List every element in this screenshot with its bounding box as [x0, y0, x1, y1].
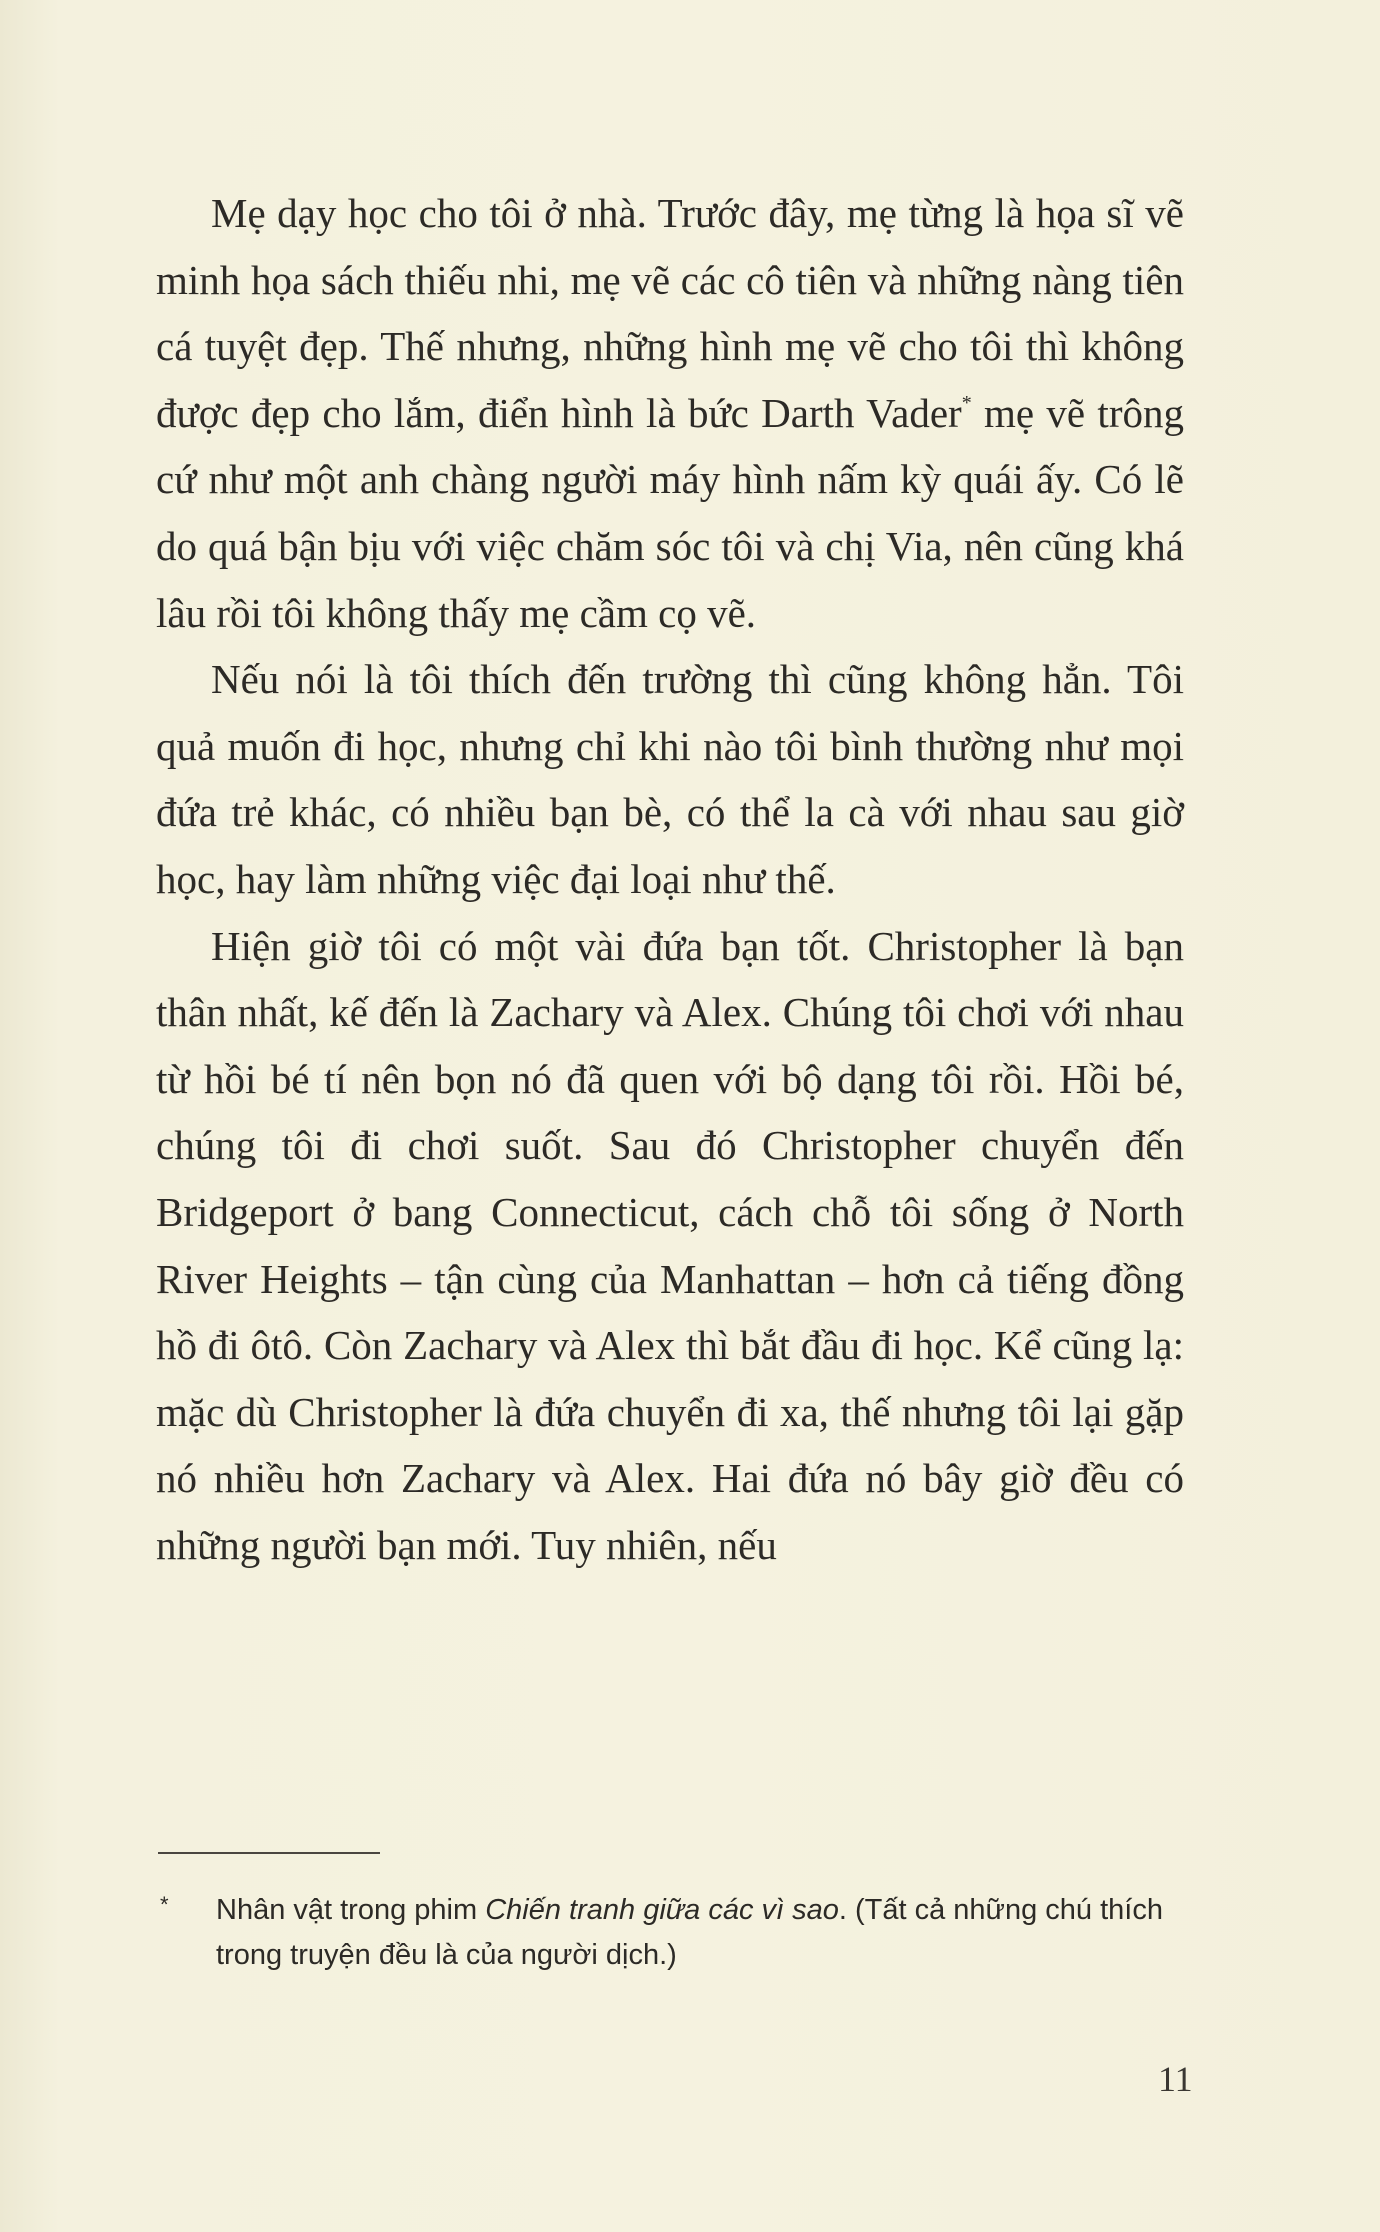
footnote-text-after: . (Tất cả những chú thích trong truyện đều là của người dịch.): [216, 1894, 1163, 1971]
paragraph-1: [156, 180, 1184, 646]
paragraph-1-text-after: mẹ vẽ trông cứ như một anh chàng người máy hình nấm kỳ quái ấy. Có lẽ do quá bận bịu với việc chăm sóc tôi và chị Via, nên cũng khá lâu rồi tôi không thấy mẹ cầm cọ vẽ.: [156, 389, 1184, 636]
footnote-divider: [158, 1852, 380, 1854]
footnote-mark: *: [160, 1892, 169, 1917]
footnote-text-before: Nhân vật trong phim: [216, 1894, 486, 1926]
body-text: [156, 180, 1184, 1578]
paragraph-3: Hiện giờ tôi có một vài đứa bạn tốt. Christopher là bạn thân nhất, kế đến là Zachary và Alex. Chúng tôi chơi với nhau từ hồi bé tí nên bọn nó đã quen với bộ dạng tôi rồi. Hồi bé, chúng tôi đi chơi suốt. Sau đó Christopher chuyển đến Bridgeport ở bang Connecticut, cách chỗ tôi sống ở North River Heights – tận cùng của Manhattan – hơn cả tiếng đồng hồ đi ôtô. Còn Zachary và Alex thì bắt đầu đi học. Kể cũng lạ: mặc dù Christopher là đứa chuyển đi xa, thế nhưng tôi lại gặp nó nhiều hơn Zachary và Alex. Hai đứa nó bây giờ đều có những người bạn mới. Tuy nhiên, nếu: [156, 922, 1184, 1568]
footnote-reference: *: [961, 391, 972, 414]
footnote: [216, 1888, 1196, 1978]
paragraph-1-text-before: Mẹ dạy học cho tôi ở nhà. Trước đây, mẹ từng là họa sĩ vẽ minh họa sách thiếu nhi, mẹ vẽ các cô tiên và những nàng tiên cá tuyệt đẹp. Thế nhưng, những hình mẹ vẽ cho tôi thì không được đẹp cho lắm, điển hình là bức Darth Vader: [156, 190, 1184, 436]
footnote-film-title: Chiến tranh giữa các vì sao: [485, 1894, 839, 1926]
page-number: 11: [1158, 2059, 1193, 2099]
paragraph-2: Nếu nói là tôi thích đến trường thì cũng không hẳn. Tôi quả muốn đi học, nhưng chỉ khi nào tôi bình thường như mọi đứa trẻ khác, có nhiều bạn bè, có thể la cà với nhau sau giờ học, hay làm những việc đại loại như thế.: [156, 656, 1184, 902]
